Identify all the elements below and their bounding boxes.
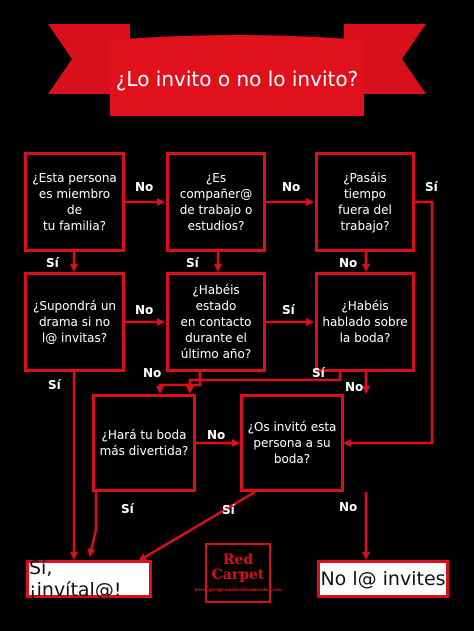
result-no: No l@ invites [317, 560, 449, 598]
label-si: Sí [48, 378, 61, 392]
question-familia: ¿Esta persona es miembro de tu familia? [24, 152, 125, 252]
label-no: No [135, 180, 154, 194]
question-drama: ¿Supondrá un drama si no l@ invitas? [24, 272, 125, 372]
label-no: No [339, 500, 358, 514]
question-companero: ¿Es compañer@ de trabajo o estudios? [166, 152, 266, 252]
label-no: No [207, 428, 226, 442]
label-no: No [339, 256, 358, 270]
question-divertida: ¿Hará tu boda más divertida? [92, 394, 196, 492]
label-si: Sí [186, 256, 199, 270]
red-carpet-logo [194, 543, 282, 603]
question-contacto: ¿Habéis estado en contacto durante el último año? [166, 272, 266, 372]
label-si: Sí [222, 503, 235, 517]
label-si: Sí [312, 366, 325, 380]
logo-url: www.gorgeousbridesmaids.com [194, 587, 282, 593]
logo-line1: Red [222, 552, 254, 568]
label-no: No [282, 180, 301, 194]
label-si: Sí [282, 303, 295, 317]
label-si: Sí [425, 180, 438, 194]
label-no: No [345, 380, 364, 394]
logo-line2: Carpet [211, 567, 265, 583]
label-no: No [143, 366, 162, 380]
question-invito: ¿Os invitó esta persona a su boda? [240, 394, 344, 492]
label-si: Sí [46, 256, 59, 270]
question-pasais: ¿Pasáis tiempo fuera del trabajo? [315, 152, 415, 252]
result-yes: Sí, ¡invítal@! [26, 560, 152, 598]
question-hablado: ¿Habéis hablado sobre la boda? [315, 272, 415, 372]
label-si: Sí [121, 502, 134, 516]
page-title: ¿Lo invito o no lo invito? [115, 67, 359, 91]
label-no: No [135, 303, 154, 317]
